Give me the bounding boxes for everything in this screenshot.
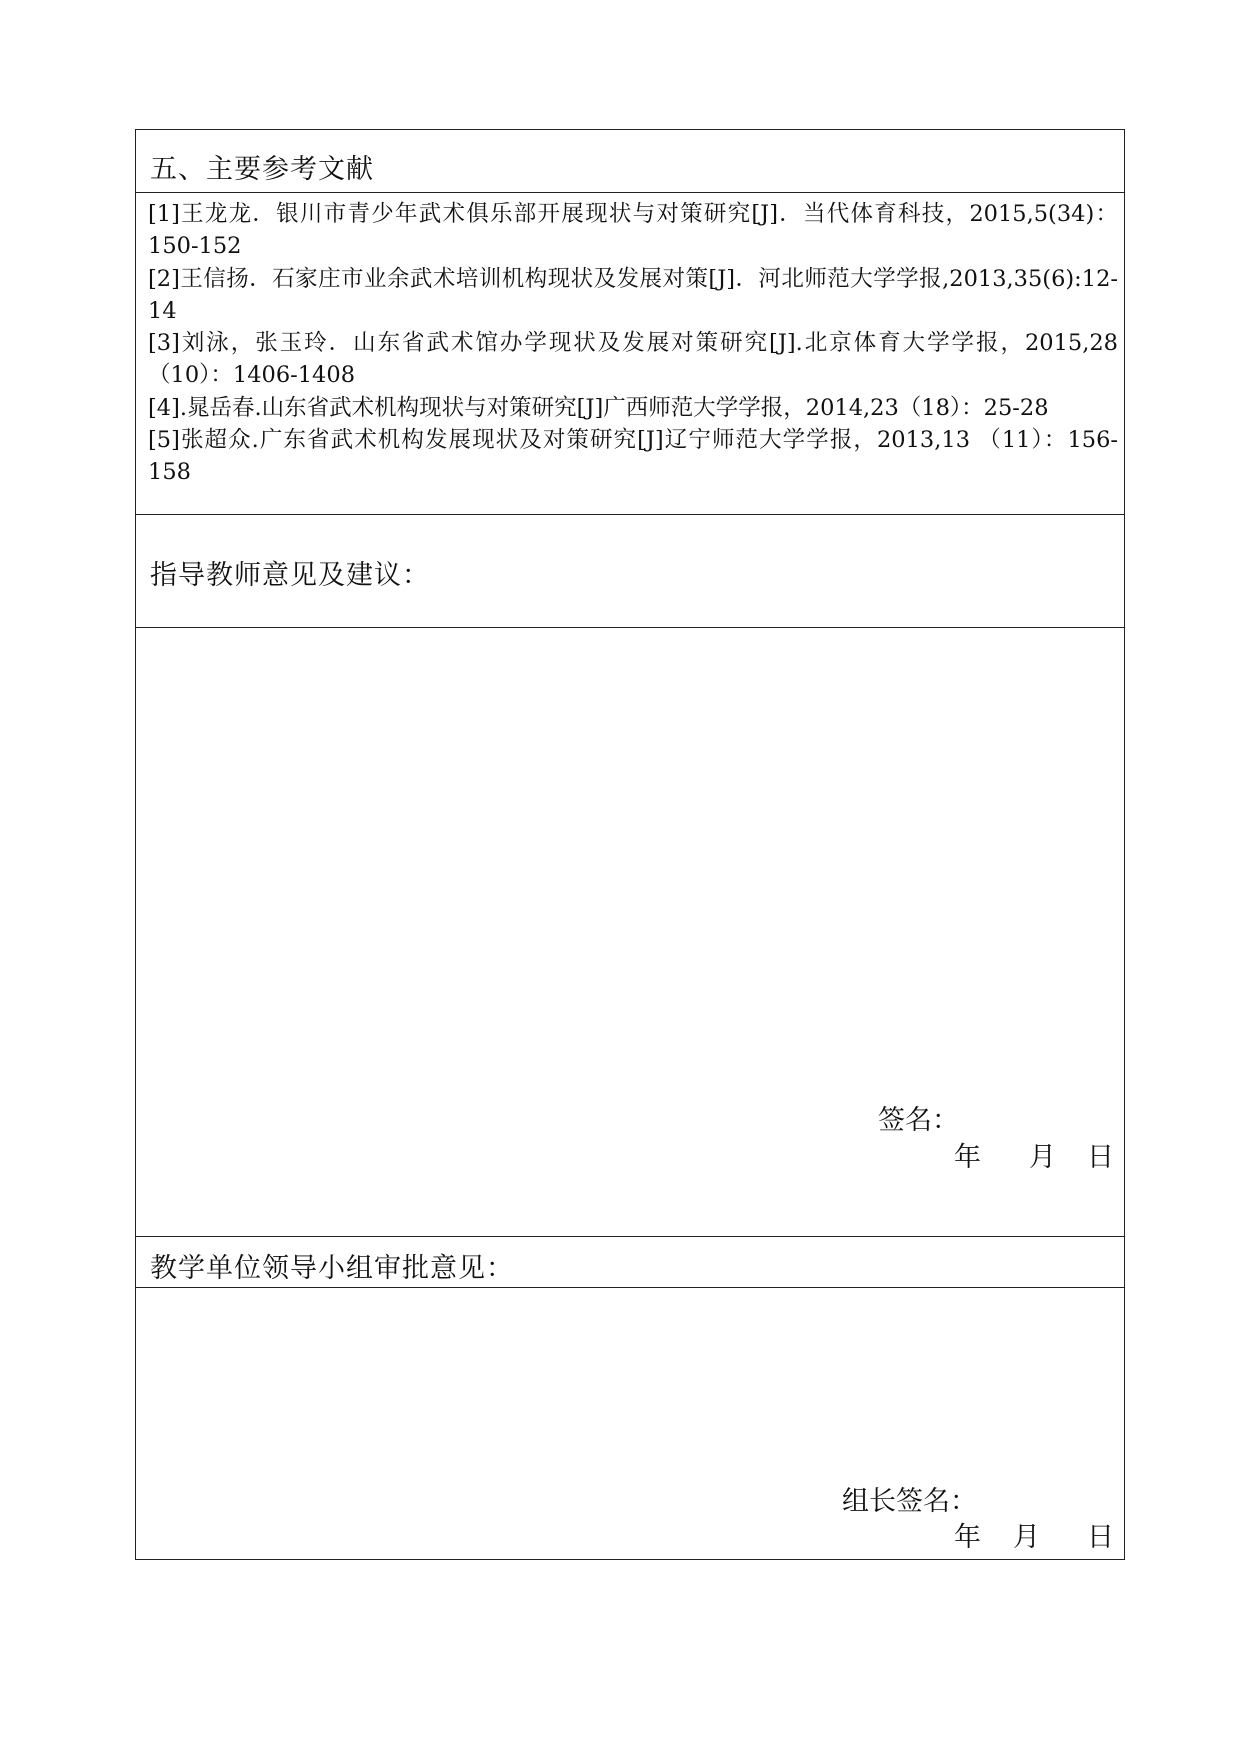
references-content-row <box>136 193 1124 515</box>
committee-approval-title: 教学单位领导小组审批意见： <box>150 1253 514 1284</box>
references-header-row <box>136 130 1124 193</box>
reference-item-3: [3]刘泳，张玉玲．山东省武术馆办学现状及发展对策研究[J].北京体育大学学报，2015,28（10）：1406-1408 <box>148 330 1118 389</box>
approval-form-table <box>135 129 1125 1560</box>
reference-list <box>148 198 1118 489</box>
committee-leader-signature-label: 组长签名： <box>842 1486 977 1517</box>
reference-item-2: [2]王信扬．石家庄市业余武术培训机构现状及发展对策[J]．河北师范大学学报,2013,35(6):12-14 <box>148 265 1118 324</box>
committee-header-row <box>136 1237 1124 1288</box>
reference-item-1: [1]王龙龙．银川市青少年武术俱乐部开展现状与对策研究[J]．当代体育科技，2015,5(34)：150-152 <box>148 201 1118 260</box>
references-title: 五、主要参考文献 <box>150 154 374 185</box>
committee-date-day: 日 <box>1087 1522 1114 1553</box>
advisor-signature-label: 签名： <box>878 1105 959 1136</box>
advisor-date-day: 日 <box>1087 1142 1114 1173</box>
advisor-header-row <box>136 515 1124 628</box>
committee-approval-area[interactable] <box>136 1288 1124 1559</box>
committee-date-month: 月 <box>1013 1522 1040 1553</box>
advisor-opinion-area[interactable] <box>136 628 1124 1237</box>
advisor-date-month: 月 <box>1029 1142 1056 1173</box>
advisor-opinion-title: 指导教师意见及建议： <box>150 560 430 591</box>
reference-item-4: [4].晁岳春.山东省武术机构现状与对策研究[J]广西师范大学学报，2014,23（18）：25-28 <box>148 394 1049 421</box>
committee-date-year: 年 <box>954 1522 981 1553</box>
reference-item-5: [5]张超众.广东省武术机构发展现状及对策研究[J]辽宁师范大学学报，2013,13 （11）：156-158 <box>148 427 1118 486</box>
advisor-date-year: 年 <box>954 1142 981 1173</box>
